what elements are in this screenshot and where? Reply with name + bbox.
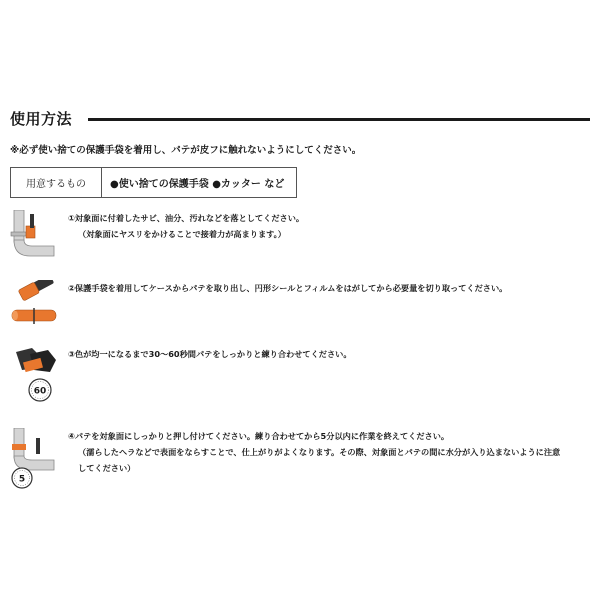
prep-value: ●使い捨ての保護手袋 ●カッター など xyxy=(110,179,285,190)
pipe-sanding-icon xyxy=(10,210,58,266)
step-2-text: ②保護手袋を着用してケースからパテを取り出し、円形シールとフィルムをはがしてから必要量を切り取ってください。 xyxy=(68,283,508,293)
step-1-text: ①対象面に付着したサビ、油分、汚れなどを落としてください。 xyxy=(68,213,305,223)
pipe-apply-icon xyxy=(10,428,58,494)
step-3-text: ③色が均一になるまで30〜60秒間パテをしっかりと練り合わせてください。 xyxy=(68,349,352,359)
putty-cutting-icon xyxy=(10,280,58,334)
prep-label: 用意するもの xyxy=(11,168,102,197)
section-heading xyxy=(10,108,590,130)
page-title: 使用方法 xyxy=(10,110,73,128)
title-rule xyxy=(88,118,590,121)
timer-60: 60 xyxy=(33,386,47,397)
step-4-text: ④パテを対象面にしっかりと押し付けてください。練り合わせてから5分以内に作業を終えてください。 xyxy=(68,431,450,441)
step-4-note: （濡らしたヘラなどで表面をならすことで、仕上がりがよくなります。その際、対象面とパテの間に水分が入り込まないように注意 xyxy=(78,447,561,457)
hands-kneading-icon xyxy=(10,346,58,408)
prep-table xyxy=(10,167,297,198)
step-4-note-cont: してください） xyxy=(78,463,136,473)
step-1-note: （対象面にヤスリをかけることで接着力が高まります。） xyxy=(78,229,286,239)
timer-5: 5 xyxy=(18,474,26,485)
safety-notice: ※必ず使い捨ての保護手袋を着用し、パテが皮フに触れないようにしてください。 xyxy=(10,145,362,156)
